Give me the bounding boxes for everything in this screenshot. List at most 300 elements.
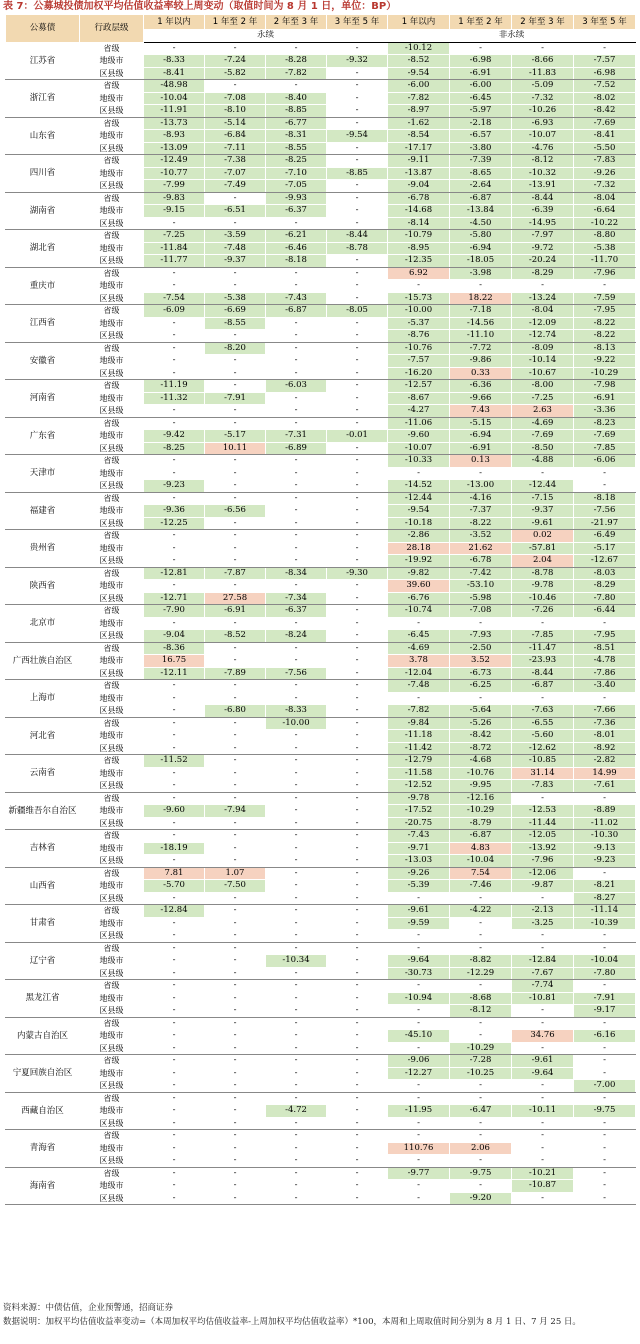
value-cell: - [388, 892, 450, 905]
value-cell: - [205, 1142, 266, 1155]
table-row [6, 880, 636, 893]
region-name: 山东省 [6, 117, 80, 155]
value-cell: - [512, 942, 574, 955]
value-cell: -10.18 [388, 517, 450, 530]
value-cell: -6.87 [512, 680, 574, 693]
value-cell: - [327, 717, 388, 730]
value-cell: -4.16 [450, 492, 512, 505]
value-cell: -7.69 [512, 430, 574, 443]
value-cell: -6.98 [574, 67, 636, 80]
value-cell: -9.23 [144, 480, 205, 493]
value-cell: - [266, 1117, 327, 1130]
value-cell: - [266, 80, 327, 93]
value-cell: - [266, 1130, 327, 1143]
value-cell: - [327, 842, 388, 855]
value-cell: - [327, 692, 388, 705]
level-cell: 省级 [80, 830, 144, 843]
value-cell: -9.83 [144, 192, 205, 205]
value-cell: -9.22 [574, 355, 636, 368]
table-row [6, 1030, 636, 1043]
table-row [6, 917, 636, 930]
value-cell: - [205, 530, 266, 543]
value-cell: -21.97 [574, 517, 636, 530]
table-row [6, 1180, 636, 1193]
value-cell: - [266, 42, 327, 55]
value-cell: - [266, 780, 327, 793]
value-cell: -8.78 [327, 242, 388, 255]
value-cell: - [266, 1080, 327, 1093]
value-cell: - [450, 917, 512, 930]
value-cell: - [266, 817, 327, 830]
level-cell: 地级市 [80, 1142, 144, 1155]
level-cell: 区县级 [80, 255, 144, 268]
value-cell: 28.18 [388, 542, 450, 555]
value-cell: -6.87 [450, 192, 512, 205]
value-cell: - [266, 517, 327, 530]
value-cell: 4.83 [450, 842, 512, 855]
value-cell: -7.39 [450, 155, 512, 168]
value-cell: - [144, 692, 205, 705]
value-cell: - [327, 467, 388, 480]
table-row [6, 180, 636, 193]
value-cell: -5.50 [574, 142, 636, 155]
value-cell: 2.06 [450, 1142, 512, 1155]
level-cell: 区县级 [80, 367, 144, 380]
value-cell: - [327, 105, 388, 118]
value-cell: - [266, 467, 327, 480]
value-cell: -10.33 [388, 455, 450, 468]
value-cell: - [327, 1055, 388, 1068]
value-cell: -7.11 [205, 142, 266, 155]
value-cell: - [512, 1117, 574, 1130]
value-cell: - [512, 1130, 574, 1143]
value-cell: - [450, 1130, 512, 1143]
value-cell: - [266, 480, 327, 493]
value-cell: - [205, 80, 266, 93]
value-cell: - [266, 767, 327, 780]
value-cell: -9.75 [450, 1167, 512, 1180]
value-cell: - [512, 930, 574, 943]
table-row [6, 455, 636, 468]
level-cell: 省级 [80, 455, 144, 468]
value-cell: -30.73 [388, 967, 450, 980]
table-row [6, 167, 636, 180]
value-cell: -7.87 [205, 567, 266, 580]
value-cell: -8.41 [144, 67, 205, 80]
level-cell: 区县级 [80, 1155, 144, 1168]
value-cell: -11.52 [144, 755, 205, 768]
level-cell: 区县级 [80, 555, 144, 568]
value-cell: - [574, 1130, 636, 1143]
value-cell: -2.50 [450, 642, 512, 655]
value-cell: - [144, 780, 205, 793]
value-cell: - [388, 1180, 450, 1193]
level-cell: 省级 [80, 230, 144, 243]
value-cell: -10.29 [574, 367, 636, 380]
value-cell: - [205, 380, 266, 393]
value-cell: -10.76 [450, 767, 512, 780]
value-cell: - [327, 780, 388, 793]
level-cell: 地级市 [80, 505, 144, 518]
value-cell: - [144, 855, 205, 868]
table-row [6, 230, 636, 243]
value-cell: - [144, 1167, 205, 1180]
value-cell: -9.78 [512, 580, 574, 593]
value-cell: - [205, 742, 266, 755]
value-cell: - [266, 930, 327, 943]
value-cell: - [205, 580, 266, 593]
header-term: 3 年至 5 年 [327, 15, 388, 30]
value-cell: - [574, 1042, 636, 1055]
value-cell: -11.44 [512, 817, 574, 830]
value-cell: -5.38 [205, 292, 266, 305]
table-row [6, 317, 636, 330]
value-cell: - [327, 1030, 388, 1043]
value-cell: -7.00 [574, 1080, 636, 1093]
value-cell: 7.43 [450, 405, 512, 418]
value-cell: - [144, 680, 205, 693]
value-cell: -10.29 [450, 1042, 512, 1055]
value-cell: -8.54 [388, 130, 450, 143]
value-cell: - [266, 755, 327, 768]
value-cell: -8.05 [327, 305, 388, 318]
value-cell: - [266, 617, 327, 630]
value-cell: - [144, 1192, 205, 1205]
value-cell: -11.47 [512, 642, 574, 655]
value-cell: -9.26 [388, 867, 450, 880]
table-row [6, 930, 636, 943]
level-cell: 地级市 [80, 692, 144, 705]
value-cell: - [144, 1105, 205, 1118]
value-cell: - [205, 842, 266, 855]
value-cell: -16.20 [388, 367, 450, 380]
value-cell: -9.17 [574, 1005, 636, 1018]
value-cell: -8.41 [574, 130, 636, 143]
value-cell: -6.46 [266, 242, 327, 255]
value-cell: - [144, 280, 205, 293]
value-cell: -6.84 [205, 130, 266, 143]
level-cell: 区县级 [80, 1005, 144, 1018]
value-cell: -10.94 [388, 992, 450, 1005]
value-cell: - [327, 205, 388, 218]
value-cell: - [388, 1092, 450, 1105]
value-cell: - [512, 617, 574, 630]
value-cell: - [512, 280, 574, 293]
value-cell: -5.97 [450, 105, 512, 118]
value-cell: - [144, 467, 205, 480]
value-cell: -9.30 [327, 567, 388, 580]
value-cell: -10.77 [144, 167, 205, 180]
table-row [6, 905, 636, 918]
value-cell: -10.12 [388, 42, 450, 55]
value-cell: -6.03 [266, 380, 327, 393]
value-cell: -12.84 [512, 955, 574, 968]
value-cell: - [450, 1030, 512, 1043]
value-cell: -6.77 [266, 117, 327, 130]
value-cell: -4.72 [266, 1105, 327, 1118]
value-cell: - [574, 1092, 636, 1105]
value-cell: -6.98 [450, 55, 512, 68]
value-cell: - [327, 917, 388, 930]
value-cell: - [327, 80, 388, 93]
value-cell: - [450, 1092, 512, 1105]
level-cell: 省级 [80, 755, 144, 768]
value-cell: -10.25 [450, 1067, 512, 1080]
value-cell: -15.73 [388, 292, 450, 305]
value-cell: - [574, 1067, 636, 1080]
level-cell: 省级 [80, 117, 144, 130]
level-cell: 区县级 [80, 292, 144, 305]
value-cell: -8.67 [388, 392, 450, 405]
header-region: 公募债 [6, 15, 80, 43]
value-cell: - [266, 555, 327, 568]
value-cell: - [327, 955, 388, 968]
value-cell: -8.29 [574, 580, 636, 593]
value-cell: -8.12 [450, 1005, 512, 1018]
value-cell: -12.71 [144, 592, 205, 605]
value-cell: - [327, 1167, 388, 1180]
value-cell: - [327, 1005, 388, 1018]
region-name: 山西省 [6, 867, 80, 905]
value-cell: -8.10 [205, 105, 266, 118]
value-cell: -6.69 [205, 305, 266, 318]
value-cell: - [144, 705, 205, 718]
value-cell: - [266, 455, 327, 468]
value-cell: -6.93 [512, 117, 574, 130]
value-cell: - [388, 617, 450, 630]
value-cell: -9.37 [205, 255, 266, 268]
value-cell: -13.00 [450, 480, 512, 493]
value-cell: - [327, 1105, 388, 1118]
value-cell: -7.43 [266, 292, 327, 305]
value-cell: - [327, 805, 388, 818]
value-cell: -10.00 [388, 305, 450, 318]
level-cell: 区县级 [80, 742, 144, 755]
region-name: 西藏自治区 [6, 1092, 80, 1130]
value-cell: -7.38 [205, 155, 266, 168]
value-cell: -7.72 [450, 342, 512, 355]
value-cell: -2.86 [388, 530, 450, 543]
value-cell: -20.75 [388, 817, 450, 830]
value-cell: - [327, 542, 388, 555]
value-cell: -7.91 [205, 392, 266, 405]
value-cell: -9.75 [574, 1105, 636, 1118]
level-cell: 区县级 [80, 105, 144, 118]
level-cell: 地级市 [80, 655, 144, 668]
value-cell: -7.48 [388, 680, 450, 693]
value-cell: - [144, 917, 205, 930]
level-cell: 省级 [80, 417, 144, 430]
value-cell: -23.93 [512, 655, 574, 668]
value-cell: -11.77 [144, 255, 205, 268]
value-cell: -8.24 [266, 630, 327, 643]
value-cell: -7.56 [266, 667, 327, 680]
value-cell: - [266, 580, 327, 593]
region-name: 海南省 [6, 1167, 80, 1205]
table-row [6, 755, 636, 768]
value-cell: - [205, 717, 266, 730]
table-row [6, 117, 636, 130]
value-cell: - [388, 1080, 450, 1093]
value-cell: - [266, 1092, 327, 1105]
value-cell: -9.84 [388, 717, 450, 730]
value-cell: -8.18 [574, 492, 636, 505]
value-cell: -9.60 [144, 805, 205, 818]
value-cell: -9.13 [574, 842, 636, 855]
level-cell: 地级市 [80, 730, 144, 743]
value-cell: - [266, 1042, 327, 1055]
value-cell: - [144, 792, 205, 805]
region-name: 新疆维吾尔自治区 [6, 792, 80, 830]
value-cell: -3.52 [450, 530, 512, 543]
table-row [6, 55, 636, 68]
value-cell: -4.50 [450, 217, 512, 230]
table-row [6, 542, 636, 555]
value-cell: -11.95 [388, 1105, 450, 1118]
value-cell: -10.67 [512, 367, 574, 380]
value-cell: -8.52 [205, 630, 266, 643]
value-cell: - [205, 1192, 266, 1205]
value-cell: - [327, 767, 388, 780]
value-cell: - [205, 955, 266, 968]
value-cell: - [266, 1030, 327, 1043]
value-cell: -57.81 [512, 542, 574, 555]
value-cell: - [574, 1142, 636, 1155]
value-cell: -8.04 [512, 305, 574, 318]
value-cell: -8.95 [388, 242, 450, 255]
value-cell: - [205, 542, 266, 555]
level-cell: 地级市 [80, 767, 144, 780]
value-cell: - [205, 967, 266, 980]
region-name: 黑龙江省 [6, 980, 80, 1018]
value-cell: - [205, 930, 266, 943]
value-cell: - [327, 867, 388, 880]
value-cell: -7.50 [205, 880, 266, 893]
value-cell: - [205, 1080, 266, 1093]
table-row [6, 805, 636, 818]
value-cell: -7.86 [574, 667, 636, 680]
value-cell: -11.10 [450, 330, 512, 343]
table-row [6, 617, 636, 630]
level-cell: 地级市 [80, 242, 144, 255]
value-cell: -8.55 [266, 142, 327, 155]
value-cell: -7.57 [388, 355, 450, 368]
value-cell: - [266, 917, 327, 930]
table-row [6, 655, 636, 668]
level-cell: 省级 [80, 267, 144, 280]
value-cell: -8.97 [388, 105, 450, 118]
value-cell: -10.85 [512, 755, 574, 768]
value-cell: - [144, 992, 205, 1005]
value-cell: - [574, 1192, 636, 1205]
header-term: 1 年以内 [388, 15, 450, 30]
value-cell: - [266, 1192, 327, 1205]
value-cell: - [574, 1117, 636, 1130]
value-cell: - [388, 942, 450, 955]
value-cell: - [266, 492, 327, 505]
header-term: 1 年以内 [144, 15, 205, 30]
value-cell: -9.26 [574, 167, 636, 180]
region-name: 内蒙古自治区 [6, 1017, 80, 1055]
value-cell: -20.24 [512, 255, 574, 268]
table-row [6, 692, 636, 705]
value-cell: - [205, 555, 266, 568]
value-cell: -7.99 [144, 180, 205, 193]
value-cell: - [144, 1042, 205, 1055]
value-cell: -3.98 [450, 267, 512, 280]
table-row [6, 80, 636, 93]
table-row [6, 717, 636, 730]
value-cell: - [266, 367, 327, 380]
value-cell: - [205, 1180, 266, 1193]
value-cell: -7.10 [266, 167, 327, 180]
value-cell: - [205, 642, 266, 655]
value-cell: - [266, 880, 327, 893]
value-cell: -8.22 [574, 330, 636, 343]
value-cell: - [327, 605, 388, 618]
value-cell: -7.36 [574, 717, 636, 730]
value-cell: - [327, 617, 388, 630]
value-cell: -12.74 [512, 330, 574, 343]
value-cell: - [266, 330, 327, 343]
value-cell: 7.54 [450, 867, 512, 880]
value-cell: - [574, 280, 636, 293]
value-cell: -9.11 [388, 155, 450, 168]
value-cell: -12.29 [450, 967, 512, 980]
value-cell: -7.31 [266, 430, 327, 443]
value-cell: -2.18 [450, 117, 512, 130]
table-row [6, 1192, 636, 1205]
level-cell: 地级市 [80, 92, 144, 105]
value-cell: -6.57 [450, 130, 512, 143]
value-cell: - [327, 830, 388, 843]
level-cell: 省级 [80, 942, 144, 955]
table-row [6, 780, 636, 793]
value-cell: -14.95 [512, 217, 574, 230]
table-row [6, 255, 636, 268]
value-cell: -9.54 [388, 505, 450, 518]
value-cell: -6.45 [388, 630, 450, 643]
value-cell: -9.64 [388, 955, 450, 968]
level-cell: 省级 [80, 80, 144, 93]
value-cell: - [266, 405, 327, 418]
value-cell: 21.62 [450, 542, 512, 555]
level-cell: 省级 [80, 1092, 144, 1105]
value-cell: - [327, 1155, 388, 1168]
value-cell: -8.27 [574, 892, 636, 905]
region-name: 辽宁省 [6, 942, 80, 980]
value-cell: -3.25 [512, 917, 574, 930]
value-cell: - [205, 405, 266, 418]
value-cell: -9.15 [144, 205, 205, 218]
value-cell: -6.94 [450, 242, 512, 255]
value-cell: -8.25 [266, 155, 327, 168]
value-cell: -6.21 [266, 230, 327, 243]
table-row [6, 480, 636, 493]
value-cell: -12.44 [512, 480, 574, 493]
value-cell: -11.83 [512, 67, 574, 80]
value-cell: -9.95 [450, 780, 512, 793]
value-cell: - [205, 330, 266, 343]
value-cell: -6.55 [512, 717, 574, 730]
table-row [6, 767, 636, 780]
level-cell: 地级市 [80, 467, 144, 480]
value-cell: -5.38 [574, 242, 636, 255]
value-cell: -9.60 [388, 430, 450, 443]
value-cell: - [327, 292, 388, 305]
value-cell: -18.05 [450, 255, 512, 268]
value-cell: - [327, 342, 388, 355]
